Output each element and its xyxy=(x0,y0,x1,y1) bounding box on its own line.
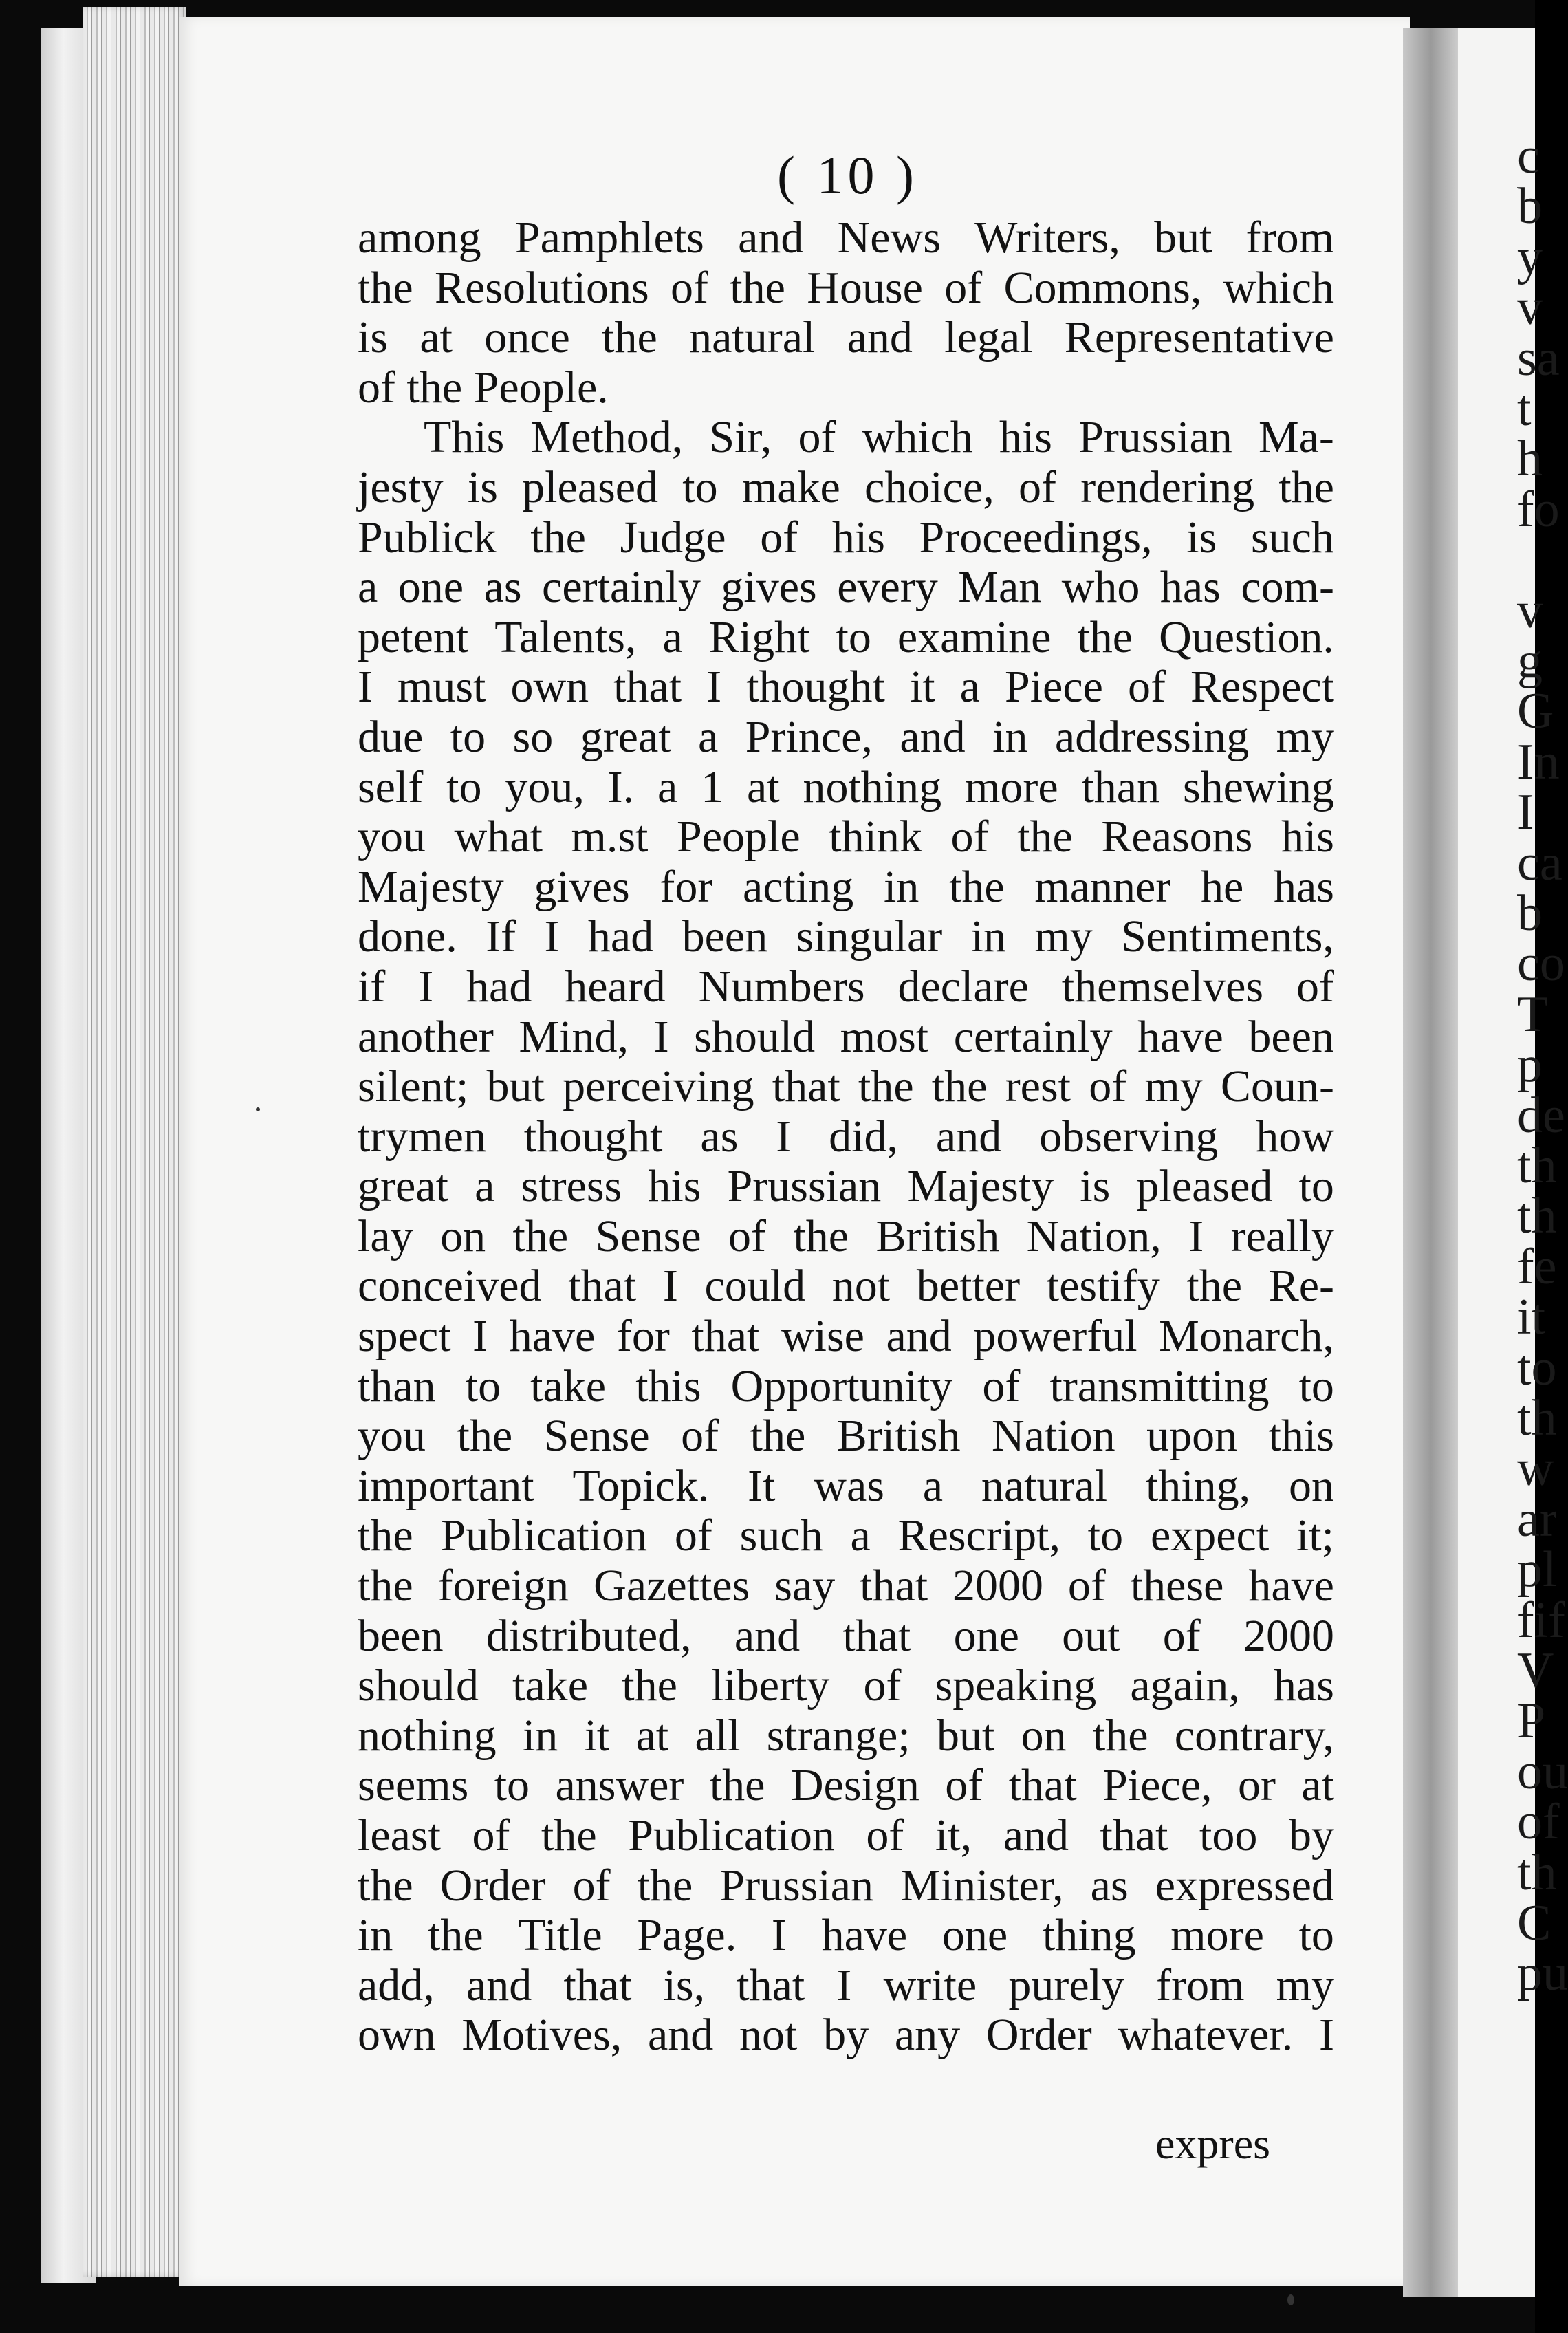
facing-page-line-fragment: of xyxy=(1517,1794,1560,1851)
page-number: ( 10 ) xyxy=(777,145,918,205)
text-line: conceived that I could not better testify the Re- xyxy=(358,1261,1334,1312)
text-line: the Order of the Prussian Minister, as expressed xyxy=(358,1860,1334,1911)
body-text xyxy=(358,213,1334,2061)
text-line: great a stress his Prussian Majesty is pleased to xyxy=(358,1161,1334,1212)
facing-page-line-fragment: w xyxy=(1517,1440,1554,1497)
facing-page-line-fragment: G xyxy=(1517,683,1554,740)
text-line: you the Sense of the British Nation upon this xyxy=(358,1411,1334,1462)
facing-page-line-fragment: sa xyxy=(1517,329,1560,387)
text-line: done. If I had been singular in my Sentiments, xyxy=(358,911,1334,962)
facing-page-line-fragment: pu xyxy=(1517,1945,1568,2002)
text-line: due to so great a Prince, and in addressing my xyxy=(358,711,1334,762)
facing-page-line-fragment: P xyxy=(1517,1693,1546,1750)
facing-page-line-fragment: co xyxy=(1517,935,1565,992)
text-line: the Resolutions of the House of Commons, which xyxy=(358,262,1334,313)
text-line: add, and that is, that I write purely from my xyxy=(358,1960,1334,2010)
text-line: This Method, Sir, of which his Prussian Ma- xyxy=(424,412,1334,463)
facing-page-line-fragment: C xyxy=(1517,1895,1551,1951)
text-line: been distributed, and that one out of 2000 xyxy=(358,1610,1334,1661)
facing-page-line-fragment: fo xyxy=(1517,481,1560,538)
facing-page-line-fragment: it xyxy=(1517,1289,1546,1346)
facing-page-line-fragment: pl xyxy=(1517,1541,1557,1598)
text-line: spect I have for that wise and powerful Monarch, xyxy=(358,1311,1334,1362)
text-line: silent; but perceiving that the the rest of my Coun- xyxy=(358,1061,1334,1112)
facing-page-line-fragment: fe xyxy=(1517,1238,1557,1295)
text-line: petent Talents, a Right to examine the Question. xyxy=(358,611,1334,662)
page-edges-stack xyxy=(83,7,186,2277)
text-line: the foreign Gazettes say that 2000 of these have xyxy=(358,1561,1334,1612)
gutter-shadow xyxy=(1403,28,1465,2297)
facing-page-line-fragment: p xyxy=(1517,1037,1543,1094)
facing-page-line-fragment: th xyxy=(1517,1138,1557,1194)
text-line: another Mind, I should most certainly have been xyxy=(358,1011,1334,1062)
text-line: among Pamphlets and News Writers, but from xyxy=(358,213,1334,263)
facing-page-line-fragment: ar xyxy=(1517,1490,1557,1548)
facing-page-line-fragment: I xyxy=(1517,784,1534,841)
text-line: I must own that I thought it a Piece of Respect xyxy=(358,662,1334,713)
text-line: own Motives, and not by any Order whatever. I xyxy=(358,2010,1334,2061)
text-line: is at once the natural and legal Representative xyxy=(358,312,1334,363)
text-line: in the Title Page. I have one thing more to xyxy=(358,1910,1334,1961)
facing-page-line-fragment: b xyxy=(1517,178,1543,235)
facing-page-line-fragment: v xyxy=(1517,582,1543,639)
text-line: a one as certainly gives every Man who has com- xyxy=(358,562,1334,613)
ink-speck xyxy=(1287,2294,1294,2305)
facing-page-line-fragment: c xyxy=(1517,128,1540,184)
facing-page-line-fragment: th xyxy=(1517,1844,1557,1901)
facing-page-line-fragment: ca xyxy=(1517,834,1562,891)
text-line: seems to answer the Design of that Piece, or at xyxy=(358,1760,1334,1811)
facing-page-fragment xyxy=(1458,28,1568,2297)
text-line: you what m.st People think of the Reasons his xyxy=(358,812,1334,862)
ink-speck xyxy=(256,1107,260,1111)
facing-page-line-fragment: V xyxy=(1517,1642,1554,1699)
facing-page-line-fragment: v xyxy=(1517,279,1543,336)
facing-page-line-fragment: th xyxy=(1517,1390,1557,1446)
facing-page-line-fragment: t xyxy=(1517,380,1532,437)
text-line: least of the Publication of it, and that too by xyxy=(358,1810,1334,1860)
facing-page-line-fragment: de xyxy=(1517,1087,1565,1144)
text-line: nothing in it at all strange; but on the contrary, xyxy=(358,1710,1334,1761)
text-line: important Topick. It was a natural thing, on xyxy=(358,1460,1334,1511)
facing-page-line-fragment: fif xyxy=(1517,1592,1565,1649)
text-line: of the People. xyxy=(358,362,609,413)
facing-page-line-fragment: g xyxy=(1517,633,1543,689)
facing-page-line-fragment: th xyxy=(1517,1188,1557,1245)
text-line: lay on the Sense of the British Nation, I really xyxy=(358,1211,1334,1261)
text-line: jesty is pleased to make choice, of rendering the xyxy=(358,462,1334,512)
text-line: the Publication of such a Rescript, to expect it; xyxy=(358,1510,1334,1561)
facing-page-line-fragment: ou xyxy=(1517,1743,1568,1800)
facing-page-line-fragment: b xyxy=(1517,885,1543,942)
text-line: should take the liberty of speaking again, has xyxy=(358,1660,1334,1711)
facing-page-line-fragment: T xyxy=(1517,986,1549,1043)
text-line: than to take this Opportunity of transmitting to xyxy=(358,1360,1334,1411)
facing-page-line-fragment: y xyxy=(1517,228,1543,285)
text-line: Publick the Judge of his Proceedings, is such xyxy=(358,512,1334,563)
text-line: if I had heard Numbers declare themselves of xyxy=(358,961,1334,1012)
text-line: trymen thought as I did, and observing how xyxy=(358,1111,1334,1162)
facing-page-line-fragment: to xyxy=(1517,1339,1557,1396)
text-line: Majesty gives for acting in the manner he has xyxy=(358,861,1334,912)
facing-page-line-fragment: In xyxy=(1517,733,1560,790)
catchword: expres xyxy=(1155,2119,1271,2168)
facing-page-line-fragment: h xyxy=(1517,431,1543,488)
text-line: self to you, I. a 1 at nothing more than shewing xyxy=(358,761,1334,812)
